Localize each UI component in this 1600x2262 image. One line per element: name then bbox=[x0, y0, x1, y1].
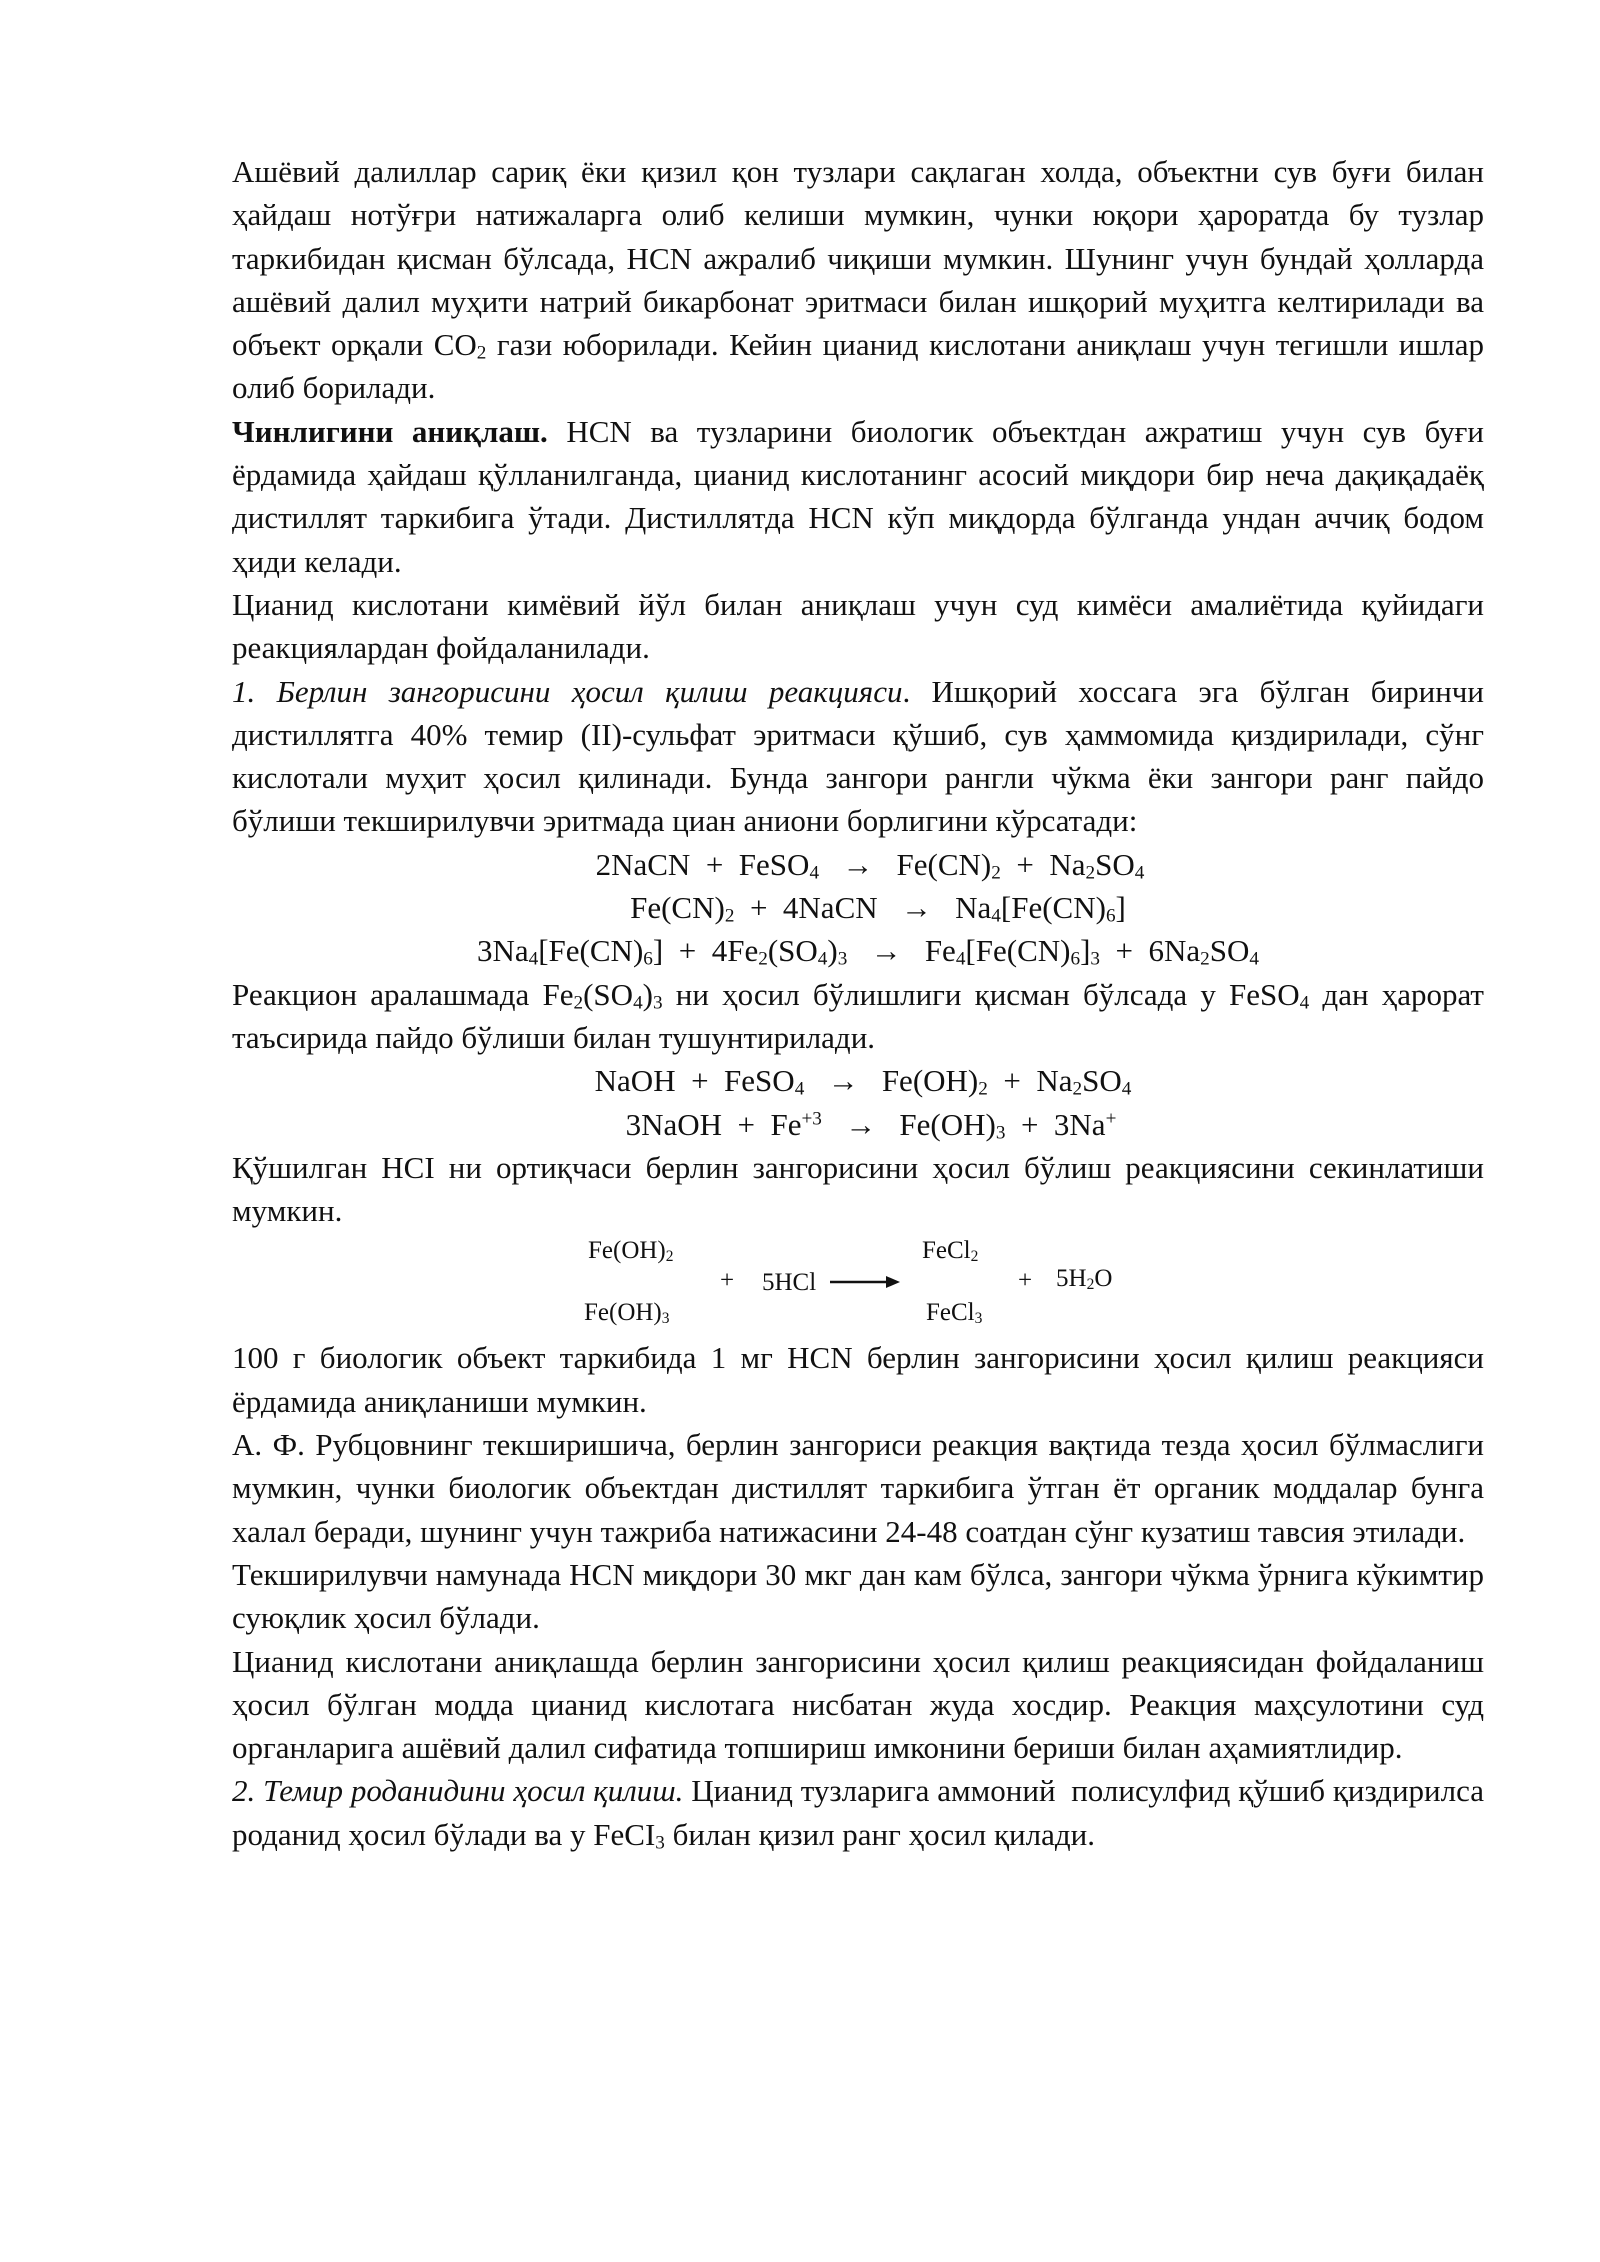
paragraph-rubtsov: А. Ф. Рубцовнинг текширишича, берлин зангориси реакция вақтида тезда ҳосил бўлмаслиги мумкин, чунки биологик объектдан дистиллят таркибига ўтган ёт органик моддалар бунга халал беради, шунинг учун тажриба натижасини 24-48 соатдан сўнг кузатиш тавсия этилади. bbox=[232, 1427, 1484, 1549]
paragraph-text: . Ишқорий хоссага эга бўлган биринчи дистиллятга 40% темир (II)-сульфат эритмаси қўшиб, сув ҳаммомида қиздирилади, сўнг кислотали муҳит ҳосил қилинади. Бунда зангори рангли чўкма ёки зангори ранг пайдо бўлиши текширилувчи эритмада циан аниони борлигини кўрсатади: bbox=[232, 673, 1484, 839]
paragraph-text: гази юборилади. Кейин цианид кислотани аниқлаш учун тегишли ишлар олиб борилади. bbox=[232, 327, 1484, 406]
document-page bbox=[232, 150, 1484, 1856]
reaction-arrow-icon bbox=[830, 1275, 900, 1289]
equation-2: $Fe(CN)_2$ + 4NaCN → $Na_4[Fe(CN)_6]$ bbox=[630, 890, 1126, 927]
paragraph-specificity: Цианид кислотани аниқлашда берлин зангорисини ҳосил қилиш реакциясидан фойдаланиш ҳосил бўлган модда цианид кислотага нисбатан жуда хосдир. Реакция маҳсулотини суд органларига ашёвий далил сифатида топшириш имконини бериши билан аҳамиятлидир. bbox=[232, 1643, 1484, 1766]
paragraph-rhodanide: 2. Темир роданидини ҳосил қилиш. Цианид тузларига аммоний полисулфид қўшиб қиздирилса роданид ҳосил бўлади ва у FeCI$_3$ билан қизил ранг ҳосил қилади. bbox=[232, 1773, 1484, 1854]
paragraph-text: HCN ва тузларини биологик объектдан ажратиш учун сув буғи ёрдамида ҳайдаш қўлланилганда, цианид кислотанинг асосий миқдори бир неча дақиқадаёқ дистиллят таркибига ўтади. Дистиллятда HCN кўп миқдорда бўлганда ундан аччиқ бодом ҳиди келади. bbox=[232, 413, 1484, 579]
scheme-plus: + bbox=[720, 1267, 735, 1295]
reaction-scheme bbox=[232, 1232, 1484, 1336]
scheme-reactant-top: $Fe(OH)_2$ bbox=[588, 1237, 674, 1266]
paragraph-fe2so43: Реакцион аралашмада $Fe_2(SO_4)_3$ ни ҳосил бўлишлиги қисман бўлсада у FeSO$_4$ дан ҳарорат таъсирида пайдо бўлиши билан тушунтирилади. bbox=[232, 976, 1484, 1055]
paragraph-authenticity bbox=[232, 410, 1484, 583]
scheme-reactant-bottom: $Fe(OH)_3$ bbox=[584, 1299, 670, 1328]
scheme-product-top: FeCl$_2$ bbox=[922, 1237, 979, 1266]
paragraph-hcl-excess: Қўшилган HCI ни ортиқчаси берлин зангорисини ҳосил бўлиш реакциясини секинлатиши мумкин. bbox=[232, 1149, 1484, 1229]
equation-5: 3NaOH + $Fe^{+3} \to Fe(OH)_3 + 3Na^+$ bbox=[625, 1106, 1117, 1143]
section-heading: Чинлигини аниқлаш. bbox=[232, 413, 548, 449]
scheme-water: $5H_2O$ bbox=[1056, 1265, 1113, 1294]
equation-4: NaOH + FeSO$_4$ → $Fe(OH)_2 + Na_2SO_4$ bbox=[594, 1063, 1132, 1100]
co2-formula: $CO_2$ bbox=[433, 327, 487, 364]
equation-1: 2NaCN + FeSO$_4$ → $Fe(CN)_2 + Na_2SO_4$ bbox=[595, 846, 1145, 884]
paragraph-low-amount: Текширилувчи намунада HCN миқдори 30 мкг дан кам бўлса, зангори чўкма ўрнига кўкимтир суюқлик ҳосил бўлади. bbox=[232, 1556, 1484, 1636]
paragraph-berlin-blue bbox=[232, 670, 1484, 843]
paragraph-text: Ашёвий далиллар сариқ ёки қизил қон тузлари сақлаган холда, объектни сув буғи билан ҳайдаш нотўғри натижаларга олиб келиши мумкин, чунки юқори ҳароратда бу тузлар таркибидан қисман бўлсада, HCN ажралиб чиқиши мумкин. Шунинг учун бундай ҳолларда ашёвий далил муҳити натрий бикарбонат эритмаси билан ишқорий муҳитга келтирилади ва объект орқали bbox=[232, 154, 1484, 363]
equation-3: $3Na_4[Fe(CN)_6] + 4Fe_2(SO_4)_3 \to Fe_4[Fe(CN)_6]_3 + 6Na_2SO_4$ bbox=[476, 933, 1260, 970]
scheme-product-bottom: FeCl$_3$ bbox=[926, 1299, 983, 1328]
paragraph-sensitivity: 100 г биологик объект таркибида 1 мг HCN берлин зангорисини ҳосил қилиш реакцияси ёрдамида аниқланиши мумкин. bbox=[232, 1340, 1484, 1419]
scheme-reagent: 5HCl bbox=[762, 1269, 817, 1297]
paragraph-evidence bbox=[232, 150, 1484, 410]
scheme-plus: + bbox=[1018, 1267, 1033, 1295]
paragraph-methods: Цианид кислотани кимёвий йўл билан аниқлаш учун суд кимёси амалиётида қуйидаги реакциялардан фойдаланилади. bbox=[232, 586, 1484, 666]
reaction-title: 1. Берлин зангорисини ҳосил қилиш реакцияси bbox=[232, 673, 903, 709]
reaction-title: 2. Темир роданидини ҳосил қилиш. bbox=[232, 1773, 684, 1809]
